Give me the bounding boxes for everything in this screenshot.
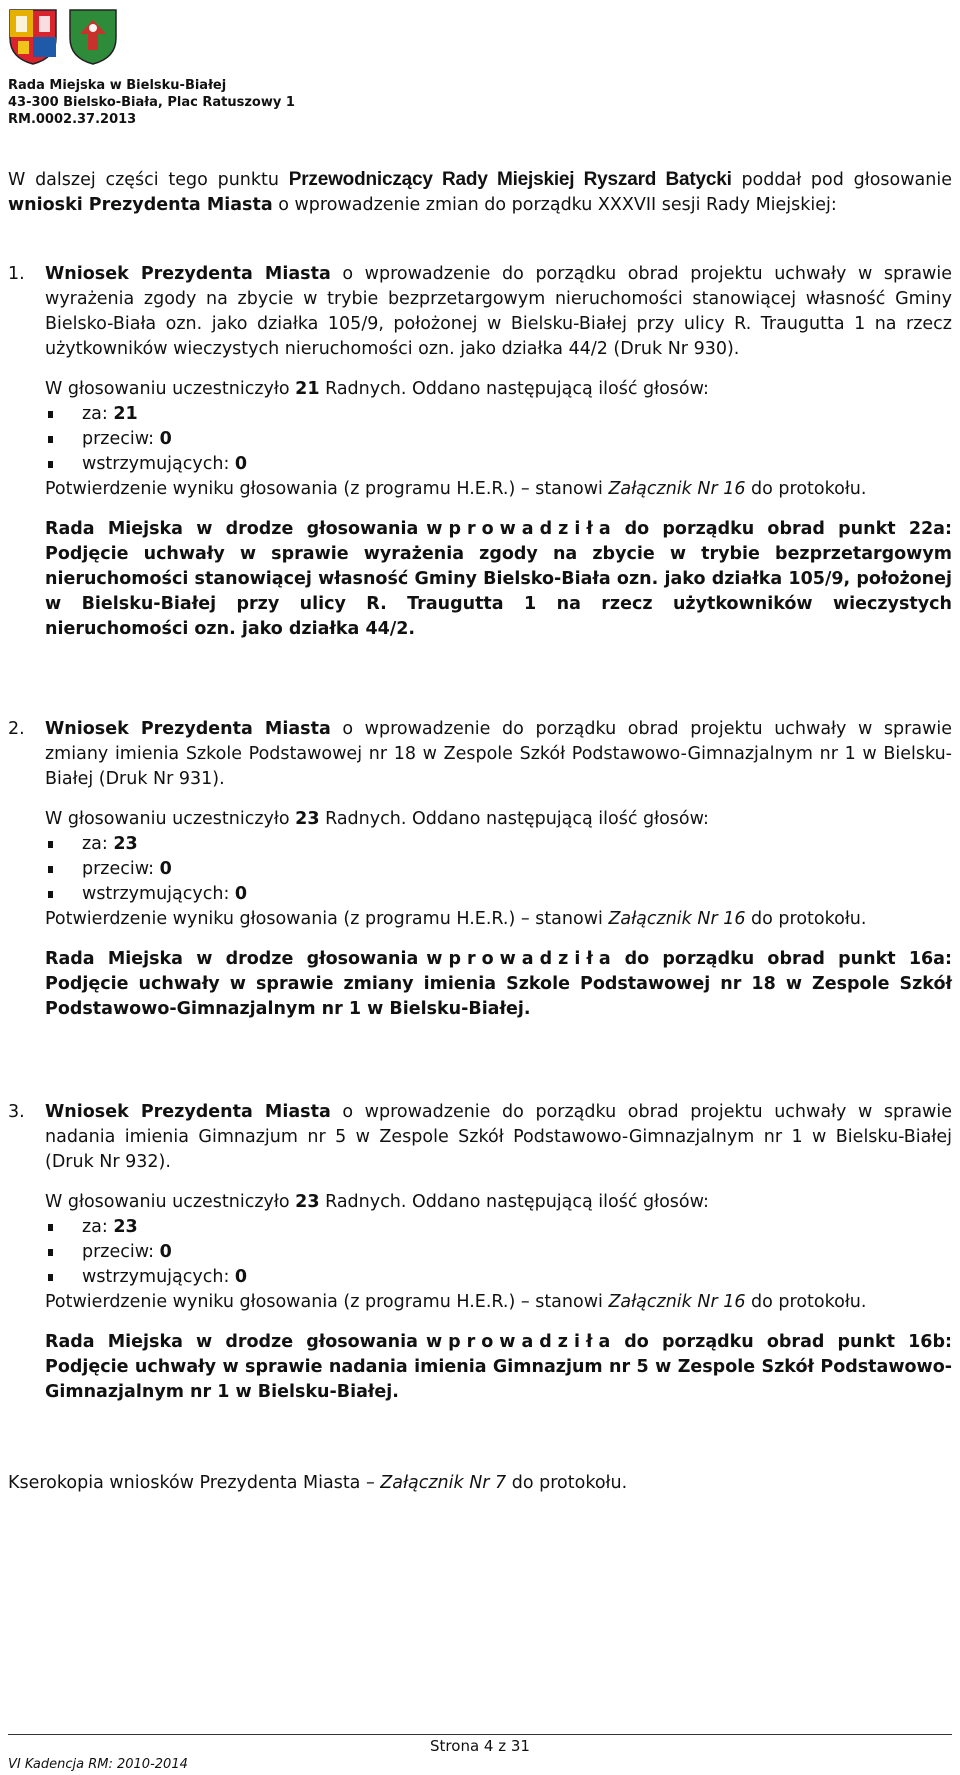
vote-value: 0 <box>234 454 248 474</box>
participants-count: 21 <box>295 379 320 399</box>
attachment-reference: Załącznik Nr 16 <box>608 909 746 929</box>
motion-text <box>45 1100 952 1175</box>
vote-value: 21 <box>113 404 138 424</box>
item-number: 1. <box>8 264 25 284</box>
vote-confirmation <box>45 1290 952 1315</box>
agenda-point: 16b: <box>908 1332 952 1352</box>
vote-against <box>45 857 952 882</box>
vote-against <box>45 427 952 452</box>
motion-text <box>45 262 952 362</box>
participants-count: 23 <box>295 1192 320 1212</box>
vote-value: 23 <box>113 834 138 854</box>
decision-verb: wprowadziła <box>425 1332 617 1352</box>
agenda-point: 16a: <box>908 949 952 969</box>
vote-intro-text: W głosowaniu uczestniczyło <box>45 379 296 399</box>
motion-title: Wniosek Prezydenta Miasta <box>45 264 331 284</box>
decision-verb: wprowadziła <box>426 949 617 969</box>
attachment-reference: Załącznik Nr 7 <box>380 1473 507 1493</box>
motion-description: o wprowadzenie do porządku obrad projektu uchwały w sprawie wyrażenia zgody na zbycie w trybie bezprzetargowym nieruchomości stanowiącej własność Gminy Bielsko-Biała ozn. jako działka 105/9, położonej w Bielsku-Białej przy ulicy R. Traugutta 1 na rzecz użytkowników wieczystych nieruchomości ozn. jako działka 44/2 (Druk Nr 930). <box>45 264 952 359</box>
council-decision <box>45 947 952 1022</box>
vote-intro <box>45 377 952 402</box>
confirmation-text: do protokołu. <box>745 909 867 929</box>
vote-label: przeciw: <box>82 859 160 879</box>
vote-abstain <box>45 452 952 477</box>
attachment-reference: Załącznik Nr 16 <box>608 1292 746 1312</box>
decision-text: Rada Miejska w drodze głosowania <box>45 1332 418 1352</box>
decision-text: do porządku obrad punkt <box>624 519 909 539</box>
vote-intro-text: Radnych. Oddano następującą ilość głosów: <box>319 809 709 829</box>
page-number: Strona 4 z 31 <box>430 1737 530 1755</box>
intro-text: o wprowadzenie zmian do porządku XXXVII sesji Rady Miejskiej: <box>272 195 837 215</box>
vote-intro <box>45 1190 952 1215</box>
confirmation-text: Potwierdzenie wyniku głosowania (z programu H.E.R.) – stanowi <box>45 1292 609 1312</box>
vote-label: przeciw: <box>82 1242 160 1262</box>
vote-label: wstrzymujących: <box>82 884 235 904</box>
vote-confirmation <box>45 907 952 932</box>
chairman-name: Przewodniczący Rady Miejskiej Ryszard Batycki <box>288 169 732 190</box>
vote-label: za: <box>82 404 114 424</box>
intro-motions: wnioski Prezydenta Miasta <box>8 195 273 215</box>
decision-text: do porządku obrad punkt <box>624 1332 909 1352</box>
closing-text: do protokołu. <box>506 1473 628 1493</box>
vote-label: wstrzymujących: <box>82 454 235 474</box>
vote-value: 0 <box>234 1267 248 1287</box>
closing-note <box>8 1473 627 1493</box>
agenda-point: 22a: <box>908 519 952 539</box>
vote-value: 0 <box>234 884 248 904</box>
motion-description: o wprowadzenie do porządku obrad projektu uchwały w sprawie zmiany imienia Szkole Podstawowej nr 18 w Zespole Szkół Podstawowo-Gimnazjalnym nr 1 w Bielsku-Białej (Druk Nr 931). <box>45 719 952 789</box>
motion-item-2 <box>8 717 952 1022</box>
vote-abstain <box>45 1265 952 1290</box>
vote-results <box>45 1215 952 1290</box>
confirmation-text: do protokołu. <box>745 1292 867 1312</box>
decision-resolution: Podjęcie uchwały w sprawie nadania imienia Gimnazjum nr 5 w Zespole Szkół Podstawowo-Gimnazjalnym nr 1 w Bielsku-Białej. <box>45 1357 952 1402</box>
vote-label: przeciw: <box>82 429 160 449</box>
motion-text <box>45 717 952 792</box>
vote-intro-text: Radnych. Oddano następującą ilość głosów: <box>319 379 709 399</box>
confirmation-text: Potwierdzenie wyniku głosowania (z programu H.E.R.) – stanowi <box>45 479 609 499</box>
motion-title: Wniosek Prezydenta Miasta <box>45 719 331 739</box>
document-header <box>8 77 295 128</box>
decision-text: Rada Miejska w drodze głosowania <box>45 519 419 539</box>
participants-count: 23 <box>295 809 320 829</box>
vote-for <box>45 402 952 427</box>
intro-text: W dalszej części tego punktu <box>8 170 289 190</box>
logos <box>8 8 118 66</box>
header-address: 43-300 Bielsko-Biała, Plac Ratuszowy 1 <box>8 95 295 110</box>
decision-resolution: Podjęcie uchwały w sprawie zmiany imienia Szkole Podstawowej nr 18 w Zespole Szkół Podstawowo-Gimnazjalnym nr 1 w Bielsku-Białej. <box>45 974 952 1019</box>
term-label: VI Kadencja RM: 2010-2014 <box>8 1757 188 1772</box>
vote-label: za: <box>82 834 114 854</box>
decision-text: Rada Miejska w drodze głosowania <box>45 949 419 969</box>
vote-for <box>45 1215 952 1240</box>
decision-verb: wprowadziła <box>426 519 617 539</box>
vote-value: 0 <box>159 429 172 449</box>
header-org: Rada Miejska w Bielsku-Białej <box>8 78 227 93</box>
closing-text: Kserokopia wniosków Prezydenta Miasta – <box>8 1473 381 1493</box>
motion-description: o wprowadzenie do porządku obrad projektu uchwały w sprawie nadania imienia Gimnazjum nr 5 w Zespole Szkół Podstawowo-Gimnazjalnym nr 1 w Bielsku-Białej (Druk Nr 932). <box>45 1102 952 1172</box>
vote-value: 0 <box>159 859 172 879</box>
vote-intro-text: Radnych. Oddano następującą ilość głosów: <box>319 1192 709 1212</box>
vote-intro <box>45 807 952 832</box>
attachment-reference: Załącznik Nr 16 <box>608 479 746 499</box>
page-footer <box>8 1734 952 1775</box>
district-coat-of-arms-logo <box>68 8 118 66</box>
item-number: 3. <box>8 1102 25 1122</box>
vote-abstain <box>45 882 952 907</box>
intro-paragraph <box>8 167 952 218</box>
vote-label: za: <box>82 1217 114 1237</box>
confirmation-text: Potwierdzenie wyniku głosowania (z programu H.E.R.) – stanowi <box>45 909 609 929</box>
motion-title: Wniosek Prezydenta Miasta <box>45 1102 331 1122</box>
vote-intro-text: W głosowaniu uczestniczyło <box>45 809 296 829</box>
vote-results <box>45 402 952 477</box>
motion-item-3 <box>8 1100 952 1405</box>
header-ref: RM.0002.37.2013 <box>8 112 137 127</box>
intro-text: poddał pod głosowanie <box>731 170 952 190</box>
motion-item-1 <box>8 262 952 642</box>
city-coat-of-arms-logo <box>8 8 58 66</box>
vote-label: wstrzymujących: <box>82 1267 235 1287</box>
vote-value: 0 <box>159 1242 172 1262</box>
council-decision <box>45 517 952 642</box>
vote-against <box>45 1240 952 1265</box>
decision-resolution: Podjęcie uchwały w sprawie wyrażenia zgody na zbycie w trybie bezprzetargowym nieruchomości stanowiącej własność Gminy Bielsko-Biała ozn. jako działka 105/9, położonej w Bielsku-Białej przy ulicy R. Traugutta 1 na rzecz użytkowników wieczystych nieruchomości ozn. jako działka 44/2. <box>45 544 952 639</box>
vote-value: 23 <box>113 1217 138 1237</box>
council-decision <box>45 1330 952 1405</box>
vote-confirmation <box>45 477 952 502</box>
vote-for <box>45 832 952 857</box>
item-number: 2. <box>8 719 25 739</box>
vote-intro-text: W głosowaniu uczestniczyło <box>45 1192 296 1212</box>
confirmation-text: do protokołu. <box>745 479 867 499</box>
vote-results <box>45 832 952 907</box>
decision-text: do porządku obrad punkt <box>624 949 909 969</box>
